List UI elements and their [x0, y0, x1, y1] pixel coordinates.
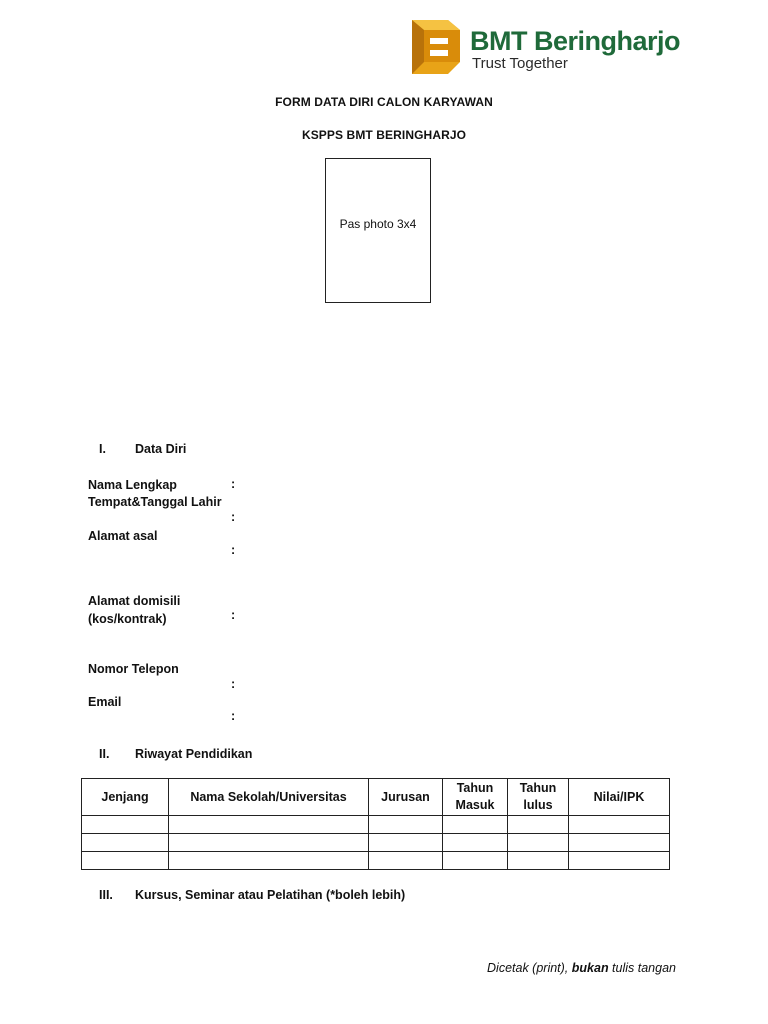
section-number: I. [99, 442, 106, 456]
table-cell [508, 834, 569, 852]
field-label-nama-lengkap: Nama Lengkap [88, 478, 177, 492]
footer-note [487, 961, 676, 975]
column-header-jurusan: Jurusan [369, 779, 443, 816]
logo-tagline: Trust Together [472, 55, 568, 72]
field-colon: : [231, 709, 236, 723]
table-cell [369, 852, 443, 870]
photo-placeholder [325, 158, 431, 303]
table-cell [569, 834, 670, 852]
table-cell [508, 816, 569, 834]
field-label-kos-kontrak: (kos/kontrak) [88, 612, 167, 626]
table-row [82, 852, 670, 870]
table-cell [169, 852, 369, 870]
table-cell [508, 852, 569, 870]
field-colon: : [231, 510, 236, 524]
column-header-jenjang: Jenjang [82, 779, 169, 816]
table-cell [169, 834, 369, 852]
section-number: II. [99, 747, 110, 761]
table-cell [369, 834, 443, 852]
table-header-row [82, 779, 670, 816]
table-cell [443, 852, 508, 870]
field-label-email: Email [88, 695, 122, 709]
table-cell [82, 852, 169, 870]
table-row [82, 816, 670, 834]
company-logo [408, 16, 680, 78]
column-header-nama-sekolah: Nama Sekolah/Universitas [169, 779, 369, 816]
form-title: FORM DATA DIRI CALON KARYAWAN [275, 95, 493, 109]
table-cell [169, 816, 369, 834]
table-cell [569, 816, 670, 834]
field-colon: : [231, 543, 236, 557]
section-title-riwayat-pendidikan: Riwayat Pendidikan [135, 747, 253, 761]
logo-mark-icon [408, 16, 464, 76]
logo-name: BMT Beringharjo [470, 26, 681, 56]
field-label-alamat-domisili: Alamat domisili [88, 594, 181, 608]
education-table [81, 778, 670, 870]
field-label-alamat-asal: Alamat asal [88, 529, 158, 543]
table-row [82, 834, 670, 852]
column-header-tahun-lulus: Tahun lulus [508, 779, 569, 816]
table-cell [82, 816, 169, 834]
photo-label: Pas photo 3x4 [339, 217, 417, 231]
table-cell [443, 816, 508, 834]
footer-note-bold: bukan [571, 961, 609, 975]
footer-note-part2: tulis tangan [608, 961, 676, 975]
field-colon: : [231, 477, 236, 491]
field-colon: : [231, 677, 236, 691]
table-cell [569, 852, 670, 870]
column-header-tahun-masuk: Tahun Masuk [443, 779, 508, 816]
table-cell [369, 816, 443, 834]
field-label-nomor-telepon: Nomor Telepon [88, 662, 179, 676]
table-cell [82, 834, 169, 852]
field-label-tempat-tanggal-lahir: Tempat&Tanggal Lahir [88, 495, 222, 509]
footer-note-part1: Dicetak (print), [487, 961, 572, 975]
column-header-nilai-ipk: Nilai/IPK [569, 779, 670, 816]
form-subtitle: KSPPS BMT BERINGHARJO [301, 128, 467, 142]
section-title-kursus: Kursus, Seminar atau Pelatihan (*boleh lebih) [135, 888, 406, 902]
field-colon: : [231, 608, 236, 622]
section-title-data-diri: Data Diri [135, 442, 187, 456]
table-cell [443, 834, 508, 852]
section-number: III. [99, 888, 113, 902]
